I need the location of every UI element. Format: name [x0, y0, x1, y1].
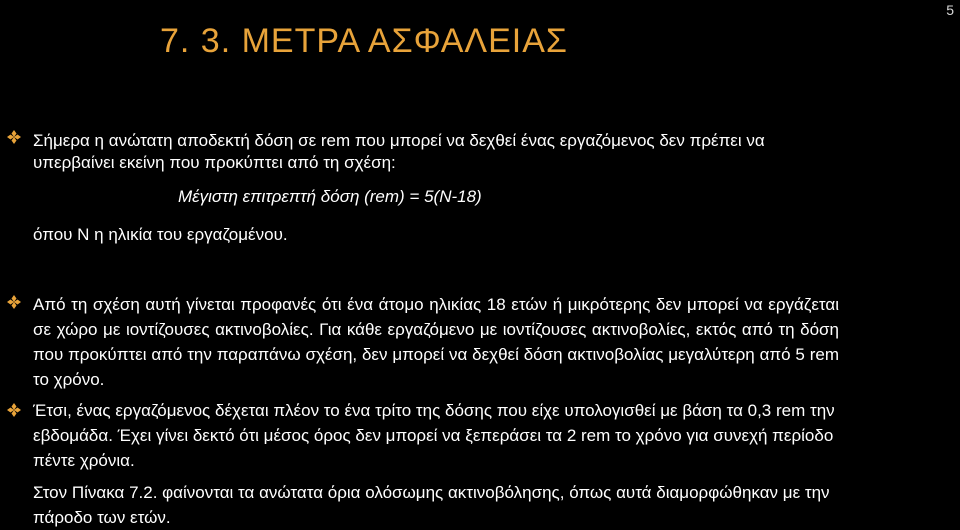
paragraph-max-dose: Σήμερα η ανώτατη αποδεκτή δόση σε rem που μπορεί να δεχθεί ένας εργαζόμενος δεν πρέπει να υπερβαίνει εκείνη που προκύπτει από τη σχέση: [33, 131, 765, 172]
page-number: 5 [946, 2, 954, 18]
formula-max-dose: Μέγιστη επιτρεπτή δόση (rem) = 5(N-18) [178, 187, 482, 206]
paragraph-weekly-dose: Έτσι, ένας εργαζόμενος δέχεται πλέον το ένα τρίτο της δόσης που είχε υπολογισθεί με βάση τα 0,3 rem την εβδομάδα. Έχει γίνει δεκτό ότι μέσος όρος δεν μπορεί να ξεπεράσει τα 2 rem το χρόνο για συνεχή περίοδο πέντε χρόνια. [33, 401, 835, 470]
diamond-bullet-icon [7, 295, 21, 309]
paragraph-table-reference: Στον Πίνακα 7.2. φαίνονται τα ανώτατα όρια ολόσωμης ακτινοβόλησης, όπως αυτά διαμορφώθηκαν με την πάροδο των ετών. [33, 483, 830, 527]
slide-title: 7. 3. ΜΕΤΡΑ ΑΣΦΑΛΕΙΑΣ [160, 22, 568, 60]
diamond-bullet-icon [7, 403, 21, 417]
diamond-bullet-icon [7, 130, 21, 144]
paragraph-age-limit: Από τη σχέση αυτή γίνεται προφανές ότι ένα άτομο ηλικίας 18 ετών ή μικρότερης δεν μπορεί να εργάζεται σε χώρο με ιοντίζουσες ακτινοβολίες. Για κάθε εργαζόμενο με ιοντίζουσες ακτινοβολίες, εκτός από τη δόση που προκύπτει από την παραπάνω σχέση, δεν μπορεί να δεχθεί δόση ακτινοβολίας μεγαλύτερη από 5 rem το χρόνο. [33, 295, 839, 389]
paragraph-age-note: όπου Ν η ηλικία του εργαζομένου. [33, 225, 288, 244]
